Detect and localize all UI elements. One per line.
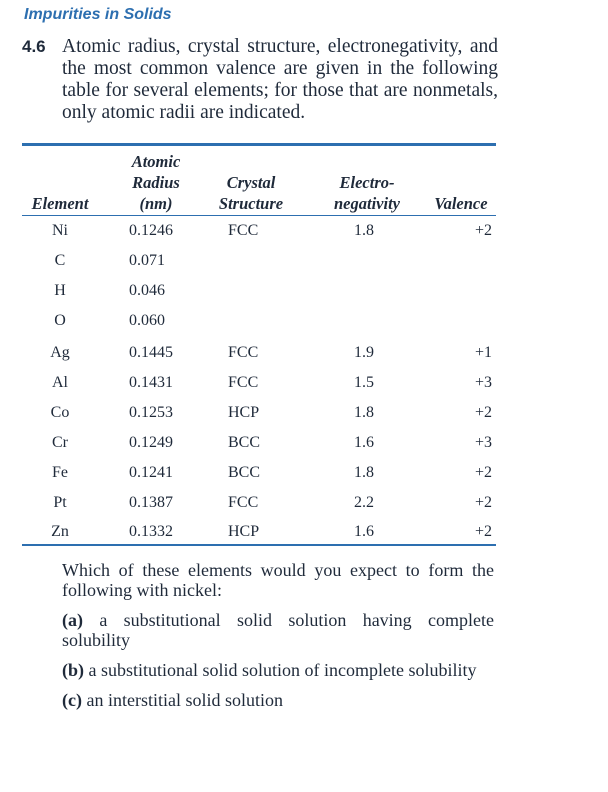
cell-element: Cr bbox=[52, 434, 68, 451]
cell-crystal: HCP bbox=[228, 523, 260, 540]
part-label: (c) bbox=[62, 690, 82, 710]
table-row bbox=[22, 312, 496, 340]
problem-statement bbox=[22, 36, 498, 124]
table-row bbox=[22, 523, 496, 551]
cell-crystal: FCC bbox=[228, 374, 259, 391]
part-label: (a) bbox=[62, 610, 83, 630]
question-part-a bbox=[62, 610, 494, 650]
cell-valence: +2 bbox=[474, 523, 492, 540]
table-row bbox=[22, 374, 496, 402]
cell-crystal: HCP bbox=[228, 404, 260, 421]
part-text: a substitutional solid solution of incomplete solubility bbox=[88, 660, 477, 680]
header-electronegativity: Electro- negativity bbox=[334, 173, 400, 213]
question-intro: Which of these elements would you expect to form the following with nickel: bbox=[62, 560, 494, 600]
cell-crystal: BCC bbox=[228, 434, 261, 451]
cell-radius: 0.1332 bbox=[129, 523, 173, 540]
table-row bbox=[22, 282, 496, 310]
cell-valence: +2 bbox=[474, 404, 492, 421]
part-label: (b) bbox=[62, 660, 84, 680]
cell-electronegativity: 1.6 bbox=[354, 434, 374, 451]
table-row bbox=[22, 404, 496, 432]
table-row bbox=[22, 494, 496, 522]
question-block bbox=[62, 560, 494, 720]
cell-radius: 0.071 bbox=[129, 252, 165, 269]
header-valence: Valence bbox=[434, 194, 488, 213]
problem-number: 4.6 bbox=[22, 37, 46, 56]
cell-radius: 0.1445 bbox=[129, 344, 173, 361]
cell-electronegativity: 1.6 bbox=[354, 523, 374, 540]
cell-element: Pt bbox=[53, 494, 67, 511]
cell-radius: 0.1431 bbox=[129, 374, 173, 391]
section-heading: Impurities in Solids bbox=[24, 6, 172, 23]
cell-valence: +2 bbox=[474, 494, 492, 511]
table-row bbox=[22, 222, 496, 250]
cell-radius: 0.060 bbox=[129, 312, 165, 329]
cell-element: Ag bbox=[50, 344, 70, 361]
problem-text: Atomic radius, crystal structure, electronegativity, and the most common valence are given in the following table for several elements; for those that are nonmetals, only atomic radii are indicated. bbox=[62, 36, 498, 123]
cell-crystal: FCC bbox=[228, 344, 259, 361]
cell-valence: +1 bbox=[474, 344, 492, 361]
cell-valence: +2 bbox=[474, 464, 492, 481]
header-crystal-structure: Crystal Structure bbox=[218, 173, 284, 213]
cell-crystal: FCC bbox=[228, 494, 259, 511]
cell-radius: 0.1241 bbox=[129, 464, 173, 481]
cell-element: Zn bbox=[51, 523, 69, 540]
header-element: Element bbox=[31, 194, 89, 213]
cell-electronegativity: 2.2 bbox=[354, 494, 374, 511]
cell-element: Al bbox=[52, 374, 68, 391]
question-part-c bbox=[62, 690, 494, 710]
cell-valence: +3 bbox=[474, 434, 492, 451]
cell-valence: +3 bbox=[474, 374, 492, 391]
question-part-b bbox=[62, 660, 494, 680]
cell-crystal: BCC bbox=[228, 464, 261, 481]
table-row bbox=[22, 464, 496, 492]
cell-electronegativity: 1.9 bbox=[354, 344, 374, 361]
cell-element: Ni bbox=[52, 222, 68, 239]
header-atomic-radius: Atomic Radius (nm) bbox=[131, 152, 181, 213]
cell-radius: 0.1387 bbox=[129, 494, 173, 511]
table-row bbox=[22, 344, 496, 372]
cell-radius: 0.1249 bbox=[129, 434, 173, 451]
part-text: a substitutional solid solution having complete solubility bbox=[62, 610, 494, 650]
cell-electronegativity: 1.8 bbox=[354, 222, 374, 239]
table-row bbox=[22, 252, 496, 280]
cell-valence: +2 bbox=[474, 222, 492, 239]
cell-element: C bbox=[54, 252, 66, 269]
cell-electronegativity: 1.8 bbox=[354, 464, 374, 481]
table-row bbox=[22, 434, 496, 462]
cell-element: H bbox=[54, 282, 66, 299]
table-bottom-rule bbox=[22, 544, 496, 546]
cell-element: Fe bbox=[52, 464, 68, 481]
table-top-rule bbox=[22, 143, 496, 146]
part-text: an interstitial solid solution bbox=[86, 690, 283, 710]
cell-electronegativity: 1.5 bbox=[354, 374, 374, 391]
cell-radius: 0.046 bbox=[129, 282, 165, 299]
cell-element: Co bbox=[50, 404, 70, 421]
cell-radius: 0.1246 bbox=[129, 222, 173, 239]
cell-crystal: FCC bbox=[228, 222, 259, 239]
cell-electronegativity: 1.8 bbox=[354, 404, 374, 421]
table-header-rule bbox=[22, 215, 496, 216]
cell-element: O bbox=[54, 312, 66, 329]
cell-radius: 0.1253 bbox=[129, 404, 173, 421]
